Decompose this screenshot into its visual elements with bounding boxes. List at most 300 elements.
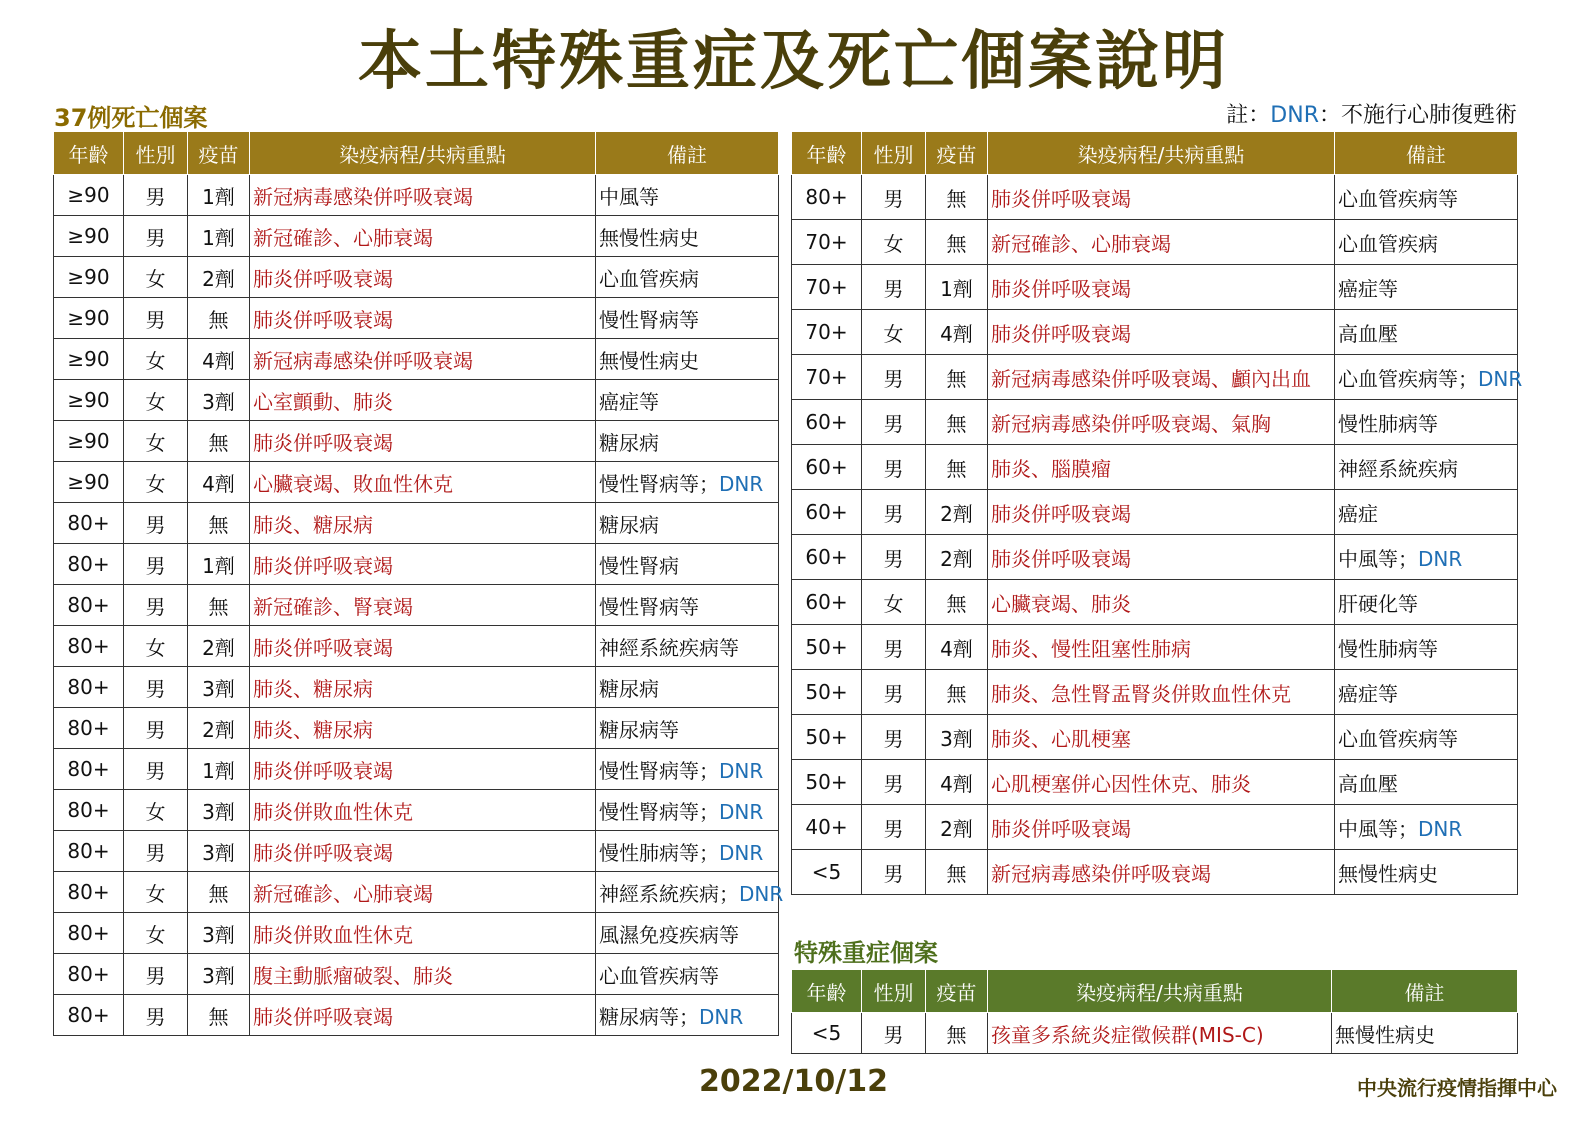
age-cell: 50+	[792, 715, 862, 760]
sex-cell: 男	[862, 175, 926, 220]
sex-cell: 女	[862, 220, 926, 265]
remark-cell	[1335, 355, 1523, 400]
dnr-tag: DNR	[719, 840, 764, 865]
vaccine-cell: 2劑	[188, 257, 250, 298]
vaccine-cell: 無	[188, 298, 250, 339]
remark-text: 神經系統疾病；	[599, 881, 739, 906]
course-cell: 肺炎併呼吸衰竭	[988, 535, 1335, 580]
remark-cell	[596, 462, 779, 503]
course-cell: 肺炎併呼吸衰竭	[988, 490, 1335, 535]
sex-cell: 男	[862, 760, 926, 805]
vaccine-cell: 無	[188, 503, 250, 544]
dnr-tag: DNR	[719, 471, 764, 496]
remark-cell	[1335, 805, 1518, 850]
remark-cell	[596, 872, 784, 913]
table-row	[54, 995, 779, 1036]
table-row	[54, 503, 779, 544]
age-cell: 70+	[792, 265, 862, 310]
vaccine-cell: 1劑	[188, 749, 250, 790]
age-cell: ≥90	[54, 257, 124, 298]
age-cell: 80+	[54, 913, 124, 954]
remark-text: 慢性腎病等；	[599, 799, 719, 824]
special-section-heading: 特殊重症個案	[794, 939, 938, 967]
course-cell: 新冠確診、心肺衰竭	[250, 872, 596, 913]
remark-cell	[1335, 625, 1518, 670]
remark-text: 風濕免疫疾病等	[599, 922, 739, 947]
age-cell: 80+	[54, 544, 124, 585]
course-cell: 肺炎併呼吸衰竭	[250, 298, 596, 339]
age-cell: 80+	[792, 175, 862, 220]
note-suffix: ：不施行心肺復甦術	[1318, 103, 1517, 128]
remark-text: 心血管疾病等	[599, 963, 719, 988]
col-vaccine-header: 疫苗	[926, 132, 988, 175]
table-row	[792, 805, 1518, 850]
course-cell: 肺炎併呼吸衰竭	[988, 265, 1335, 310]
table-row	[792, 760, 1518, 805]
age-cell: 80+	[54, 790, 124, 831]
table-row	[792, 220, 1518, 265]
remark-text: 癌症等	[1338, 681, 1398, 706]
remark-cell	[596, 544, 779, 585]
course-cell: 新冠病毒感染併呼吸衰竭、氣胸	[988, 400, 1335, 445]
sex-cell: 男	[124, 298, 188, 339]
remark-text: 慢性腎病	[599, 553, 679, 578]
age-cell: 80+	[54, 749, 124, 790]
age-cell: 80+	[54, 667, 124, 708]
course-cell: 肺炎併呼吸衰竭	[250, 749, 596, 790]
col-course-header: 染疫病程/共病重點	[988, 132, 1335, 175]
remark-text: 高血壓	[1338, 321, 1398, 346]
dnr-tag: DNR	[719, 799, 764, 824]
age-cell: 50+	[792, 625, 862, 670]
age-cell: 80+	[54, 585, 124, 626]
sex-cell: 男	[862, 445, 926, 490]
sex-cell: 男	[862, 490, 926, 535]
remark-text: 神經系統疾病	[1338, 456, 1458, 481]
remark-cell	[596, 954, 779, 995]
age-cell: ≥90	[54, 216, 124, 257]
table-row	[54, 872, 779, 913]
vaccine-cell: 4劑	[926, 760, 988, 805]
vaccine-cell: 無	[926, 1013, 988, 1054]
col-remark-header: 備註	[596, 132, 779, 175]
vaccine-cell: 1劑	[188, 544, 250, 585]
remark-text: 糖尿病	[599, 512, 659, 537]
sex-cell: 男	[124, 954, 188, 995]
remark-text: 心血管疾病等	[1338, 186, 1458, 211]
col-age-header: 年齡	[54, 132, 124, 175]
table-row	[54, 790, 779, 831]
remark-text: 心血管疾病	[1338, 231, 1438, 256]
age-cell: 80+	[54, 831, 124, 872]
remark-cell	[596, 175, 779, 216]
sex-cell: 男	[862, 1013, 926, 1054]
remark-cell	[1335, 760, 1518, 805]
course-cell: 腹主動脈瘤破裂、肺炎	[250, 954, 596, 995]
sex-cell: 女	[124, 872, 188, 913]
remark-text: 慢性腎病等；	[599, 758, 719, 783]
col-age-header: 年齡	[792, 970, 862, 1013]
course-cell: 肺炎併呼吸衰竭	[988, 310, 1335, 355]
age-cell: 70+	[792, 355, 862, 400]
remark-cell	[1335, 175, 1518, 220]
vaccine-cell: 4劑	[188, 462, 250, 503]
remark-text: 慢性肺病等	[1338, 411, 1438, 436]
report-date: 2022/10/12	[699, 1064, 888, 1099]
table-header-row	[792, 970, 1518, 1013]
note-prefix: 註：	[1226, 103, 1271, 128]
vaccine-cell: 1劑	[926, 265, 988, 310]
course-cell: 肺炎併呼吸衰竭	[988, 805, 1335, 850]
sex-cell: 女	[124, 339, 188, 380]
remark-cell	[1335, 580, 1518, 625]
remark-cell	[596, 749, 779, 790]
course-cell: 肺炎、慢性阻塞性肺病	[988, 625, 1335, 670]
table-row	[54, 216, 779, 257]
remark-cell	[596, 503, 779, 544]
table-row	[54, 421, 779, 462]
remark-text: 癌症等	[1338, 276, 1398, 301]
remark-text: 無慢性病史	[599, 348, 699, 373]
remark-cell	[596, 585, 779, 626]
sex-cell: 男	[124, 749, 188, 790]
course-cell: 肺炎併呼吸衰竭	[250, 995, 596, 1036]
age-cell: ≥90	[54, 421, 124, 462]
remark-text: 慢性腎病等	[599, 594, 699, 619]
remark-text: 肝硬化等	[1338, 591, 1418, 616]
remark-cell	[596, 339, 779, 380]
course-cell: 新冠確診、心肺衰竭	[988, 220, 1335, 265]
age-cell: 80+	[54, 872, 124, 913]
vaccine-cell: 2劑	[926, 535, 988, 580]
table-row	[54, 257, 779, 298]
vaccine-cell: 1劑	[188, 216, 250, 257]
age-cell: <5	[792, 1013, 862, 1054]
course-cell: 肺炎併呼吸衰竭	[250, 544, 596, 585]
sex-cell: 男	[862, 850, 926, 895]
vaccine-cell: 無	[926, 355, 988, 400]
table-row	[792, 490, 1518, 535]
table-row	[54, 544, 779, 585]
table-row	[54, 954, 779, 995]
remark-text: 心血管疾病等；	[1338, 366, 1478, 391]
sex-cell: 男	[862, 670, 926, 715]
sex-cell: 男	[124, 175, 188, 216]
remark-text: 無慢性病史	[1335, 1022, 1435, 1047]
age-cell: 80+	[54, 995, 124, 1036]
age-cell: ≥90	[54, 298, 124, 339]
remark-text: 無慢性病史	[1338, 861, 1438, 886]
age-cell: 40+	[792, 805, 862, 850]
age-cell: ≥90	[54, 339, 124, 380]
dnr-tag: DNR	[719, 758, 764, 783]
remark-cell	[1335, 445, 1518, 490]
course-cell: 心臟衰竭、肺炎	[988, 580, 1335, 625]
age-cell: 60+	[792, 490, 862, 535]
sex-cell: 女	[124, 462, 188, 503]
col-course-header: 染疫病程/共病重點	[988, 970, 1332, 1013]
sex-cell: 男	[862, 355, 926, 400]
remark-cell	[596, 831, 779, 872]
vaccine-cell: 4劑	[926, 310, 988, 355]
sex-cell: 男	[862, 715, 926, 760]
col-remark-header: 備註	[1335, 132, 1518, 175]
remark-text: 神經系統疾病等	[599, 635, 739, 660]
table-row	[54, 380, 779, 421]
table-row	[792, 625, 1518, 670]
course-cell: 肺炎、急性腎盂腎炎併敗血性休克	[988, 670, 1335, 715]
remark-text: 糖尿病	[599, 430, 659, 455]
vaccine-cell: 4劑	[188, 339, 250, 380]
course-cell: 肺炎、糖尿病	[250, 708, 596, 749]
sex-cell: 男	[124, 585, 188, 626]
age-cell: 50+	[792, 760, 862, 805]
table-row	[54, 585, 779, 626]
vaccine-cell: 無	[188, 995, 250, 1036]
vaccine-cell: 3劑	[188, 667, 250, 708]
remark-text: 糖尿病等	[599, 717, 679, 742]
table-row	[54, 831, 779, 872]
age-cell: 50+	[792, 670, 862, 715]
remark-text: 慢性腎病等	[599, 307, 699, 332]
sex-cell: 男	[124, 503, 188, 544]
table-row	[792, 535, 1518, 580]
remark-text: 慢性肺病等	[1338, 636, 1438, 661]
remark-text: 心血管疾病	[599, 266, 699, 291]
table-row	[792, 580, 1518, 625]
sex-cell: 男	[862, 535, 926, 580]
remark-cell	[1335, 535, 1518, 580]
death-section-heading: 37例死亡個案	[54, 104, 208, 132]
course-cell: 肺炎、糖尿病	[250, 503, 596, 544]
dnr-tag: DNR	[739, 881, 784, 906]
table-header-row	[792, 132, 1518, 175]
age-cell: 60+	[792, 535, 862, 580]
sex-cell: 女	[124, 626, 188, 667]
age-cell: ≥90	[54, 462, 124, 503]
vaccine-cell: 1劑	[188, 175, 250, 216]
course-cell: 肺炎併敗血性休克	[250, 913, 596, 954]
dnr-tag: DNR	[1418, 816, 1463, 841]
remark-text: 糖尿病	[599, 676, 659, 701]
sex-cell: 男	[124, 708, 188, 749]
table-row	[792, 850, 1518, 895]
age-cell: 60+	[792, 400, 862, 445]
sex-cell: 男	[124, 831, 188, 872]
table-row	[54, 667, 779, 708]
course-cell: 新冠確診、心肺衰竭	[250, 216, 596, 257]
course-cell: 新冠病毒感染併呼吸衰竭	[988, 850, 1335, 895]
course-cell: 肺炎、心肌梗塞	[988, 715, 1335, 760]
note-dnr: DNR	[1270, 103, 1319, 128]
course-cell: 肺炎併呼吸衰竭	[250, 257, 596, 298]
table-row	[792, 355, 1518, 400]
course-cell: 心室顫動、肺炎	[250, 380, 596, 421]
remark-cell	[596, 913, 779, 954]
col-age-header: 年齡	[792, 132, 862, 175]
vaccine-cell: 3劑	[188, 913, 250, 954]
vaccine-cell: 無	[926, 850, 988, 895]
sex-cell: 女	[124, 257, 188, 298]
dnr-tag: DNR	[1418, 546, 1463, 571]
vaccine-cell: 無	[926, 445, 988, 490]
vaccine-cell: 無	[188, 585, 250, 626]
vaccine-cell: 無	[926, 175, 988, 220]
age-cell: 80+	[54, 503, 124, 544]
col-vaccine-header: 疫苗	[926, 970, 988, 1013]
course-cell: 肺炎併呼吸衰竭	[988, 175, 1335, 220]
remark-cell	[596, 708, 779, 749]
age-cell: <5	[792, 850, 862, 895]
organization-name: 中央流行疫情指揮中心	[1357, 1076, 1557, 1100]
course-cell: 孩童多系統炎症徵候群(MIS-C)	[988, 1013, 1332, 1054]
course-cell: 新冠病毒感染併呼吸衰竭	[250, 175, 596, 216]
sex-cell: 女	[124, 421, 188, 462]
col-sex-header: 性別	[124, 132, 188, 175]
remark-text: 糖尿病等；	[599, 1004, 699, 1029]
table-row	[792, 265, 1518, 310]
table-row	[792, 175, 1518, 220]
remark-text: 無慢性病史	[599, 225, 699, 250]
table-row	[792, 715, 1518, 760]
age-cell: ≥90	[54, 380, 124, 421]
vaccine-cell: 4劑	[926, 625, 988, 670]
table-row	[54, 339, 779, 380]
remark-cell	[1335, 265, 1518, 310]
remark-text: 中風等；	[1338, 546, 1418, 571]
col-sex-header: 性別	[862, 132, 926, 175]
remark-cell	[596, 216, 779, 257]
age-cell: 80+	[54, 708, 124, 749]
course-cell: 肺炎併呼吸衰竭	[250, 421, 596, 462]
age-cell: 70+	[792, 310, 862, 355]
course-cell: 肺炎、腦膜瘤	[988, 445, 1335, 490]
col-course-header: 染疫病程/共病重點	[250, 132, 596, 175]
course-cell: 新冠病毒感染併呼吸衰竭、顱內出血	[988, 355, 1335, 400]
table-row	[54, 298, 779, 339]
col-remark-header: 備註	[1332, 970, 1518, 1013]
vaccine-cell: 無	[926, 220, 988, 265]
dnr-tag: DNR	[1478, 366, 1523, 391]
table-row	[54, 749, 779, 790]
vaccine-cell: 無	[926, 580, 988, 625]
sex-cell: 男	[124, 995, 188, 1036]
remark-text: 慢性肺病等；	[599, 840, 719, 865]
sex-cell: 男	[862, 805, 926, 850]
remark-cell	[1335, 715, 1518, 760]
vaccine-cell: 3劑	[188, 380, 250, 421]
vaccine-cell: 2劑	[188, 626, 250, 667]
remark-cell	[1335, 850, 1518, 895]
table-header-row	[54, 132, 779, 175]
age-cell: 60+	[792, 580, 862, 625]
vaccine-cell: 無	[188, 421, 250, 462]
remark-cell	[1335, 220, 1518, 265]
vaccine-cell: 3劑	[188, 790, 250, 831]
sex-cell: 男	[124, 216, 188, 257]
dnr-tag: DNR	[699, 1004, 744, 1029]
sex-cell: 女	[124, 380, 188, 421]
sex-cell: 男	[862, 265, 926, 310]
vaccine-cell: 無	[188, 872, 250, 913]
sex-cell: 女	[124, 913, 188, 954]
page-title: 本土特殊重症及死亡個案說明	[358, 25, 1229, 99]
table-row	[54, 626, 779, 667]
vaccine-cell: 無	[926, 670, 988, 715]
col-sex-header: 性別	[862, 970, 926, 1013]
table-row	[54, 708, 779, 749]
vaccine-cell: 2劑	[188, 708, 250, 749]
course-cell: 肺炎併呼吸衰竭	[250, 626, 596, 667]
remark-cell	[1335, 310, 1518, 355]
vaccine-cell: 3劑	[188, 954, 250, 995]
course-cell: 肺炎、糖尿病	[250, 667, 596, 708]
death-cases-table-left	[53, 131, 784, 1036]
age-cell: 70+	[792, 220, 862, 265]
remark-cell	[596, 995, 779, 1036]
table-row	[792, 310, 1518, 355]
remark-cell	[1335, 490, 1518, 535]
course-cell: 心臟衰竭、敗血性休克	[250, 462, 596, 503]
vaccine-cell: 3劑	[926, 715, 988, 760]
col-vaccine-header: 疫苗	[188, 132, 250, 175]
remark-cell	[1332, 1013, 1518, 1054]
table-row	[792, 1013, 1518, 1054]
remark-cell	[1335, 670, 1518, 715]
remark-text: 慢性腎病等；	[599, 471, 719, 496]
table-row	[792, 445, 1518, 490]
sex-cell: 男	[124, 544, 188, 585]
course-cell: 肺炎併敗血性休克	[250, 790, 596, 831]
remark-cell	[596, 421, 779, 462]
remark-text: 心血管疾病等	[1338, 726, 1458, 751]
table-row	[54, 462, 779, 503]
course-cell: 新冠病毒感染併呼吸衰竭	[250, 339, 596, 380]
vaccine-cell: 3劑	[188, 831, 250, 872]
age-cell: 80+	[54, 626, 124, 667]
table-row	[54, 913, 779, 954]
remark-cell	[596, 380, 779, 421]
death-cases-table-right	[791, 131, 1523, 895]
vaccine-cell: 2劑	[926, 805, 988, 850]
remark-text: 癌症等	[599, 389, 659, 414]
remark-text: 中風等	[599, 184, 659, 209]
dnr-note	[1226, 98, 1517, 129]
remark-cell	[596, 626, 779, 667]
course-cell: 心肌梗塞併心因性休克、肺炎	[988, 760, 1335, 805]
remark-text: 癌症	[1338, 501, 1378, 526]
sex-cell: 女	[862, 310, 926, 355]
sex-cell: 男	[862, 400, 926, 445]
course-cell: 肺炎併呼吸衰竭	[250, 831, 596, 872]
table-row	[792, 400, 1518, 445]
remark-cell	[596, 667, 779, 708]
table-row	[54, 175, 779, 216]
sex-cell: 女	[862, 580, 926, 625]
sex-cell: 男	[124, 667, 188, 708]
age-cell: 80+	[54, 954, 124, 995]
remark-cell	[596, 790, 779, 831]
remark-text: 中風等；	[1338, 816, 1418, 841]
age-cell: ≥90	[54, 175, 124, 216]
sex-cell: 女	[124, 790, 188, 831]
remark-cell	[1335, 400, 1518, 445]
vaccine-cell: 2劑	[926, 490, 988, 535]
table-row	[792, 670, 1518, 715]
sex-cell: 男	[862, 625, 926, 670]
course-cell: 新冠確診、腎衰竭	[250, 585, 596, 626]
remark-text: 高血壓	[1338, 771, 1398, 796]
